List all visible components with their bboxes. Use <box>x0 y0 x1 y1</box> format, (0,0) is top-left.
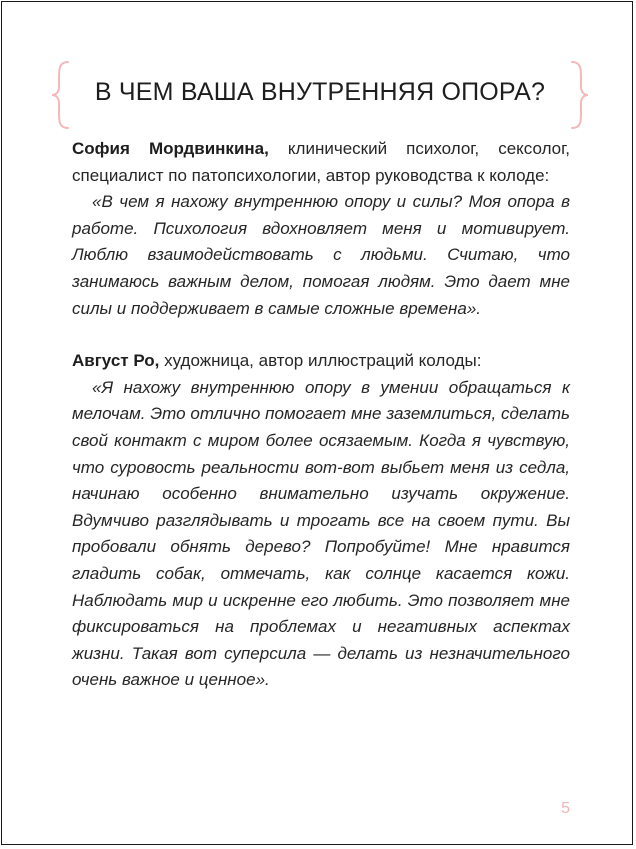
section-heading <box>50 60 590 130</box>
author-quote: «Я нахожу внутреннюю опору в умении обращаться к мелочам. Это отлично помогает мне заземлиться, сделать свой контакт с миром более осязаемым. Когда я чувствую, что суровость реальности вот-вот выбьет меня из седла, начинаю особенно внимательно изучать окружение. Вдумчиво разглядывать и трогать все на своем пути. Вы пробовали обнять дерево? Попробуйте! Мне нравится гладить собак, отмечать, как солнце касается кожи. Наблюдать мир и искренне его любить. Это позволяет мне фиксироваться на проблемах и негативных аспектах жизни. Такая вот суперсила — делать из незначительного очень важное и ценное». <box>72 377 570 690</box>
author-role: клинический психолог, сексолог, специалист по патопсихологии, автор руководства к колоде: <box>72 139 570 185</box>
testimonial-entry <box>72 136 570 322</box>
author-quote: «В чем я нахожу внутреннюю опору и силы? Моя опора в работе. Психология вдохновляет меня и мотивирует. Люблю взаимодействовать с людьми. Считаю, что занимаюсь важным делом, помогая людям. Это дает мне силы и поддерживает в самые сложные времена». <box>72 192 570 318</box>
page-number: 5 <box>561 800 570 817</box>
author-role: художница, автор иллюстраций колоды: <box>159 351 482 371</box>
author-intro <box>72 348 570 375</box>
page-content <box>72 136 570 694</box>
author-name: София Мордвинкина, <box>72 139 269 158</box>
testimonial-entry <box>72 348 570 694</box>
page-title: В ЧЕМ ВАША ВНУТРЕННЯЯ ОПОРА? <box>94 78 546 106</box>
author-name: Август Ро, <box>72 351 160 371</box>
book-page <box>1 1 633 845</box>
author-intro <box>72 136 570 189</box>
right-curly-brace-icon <box>566 60 590 130</box>
